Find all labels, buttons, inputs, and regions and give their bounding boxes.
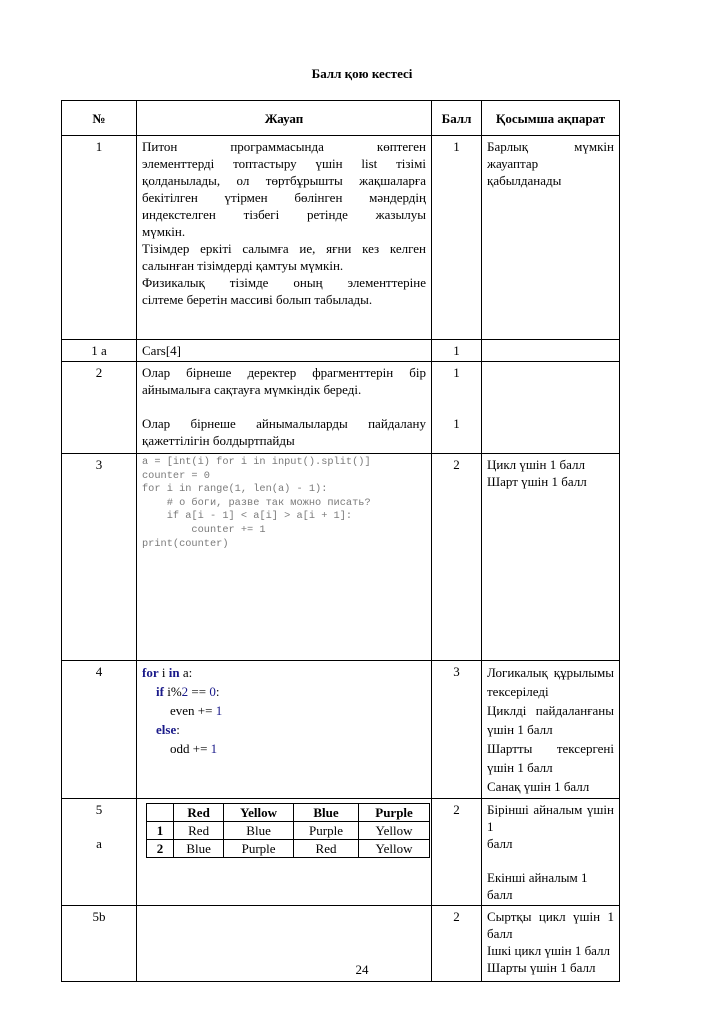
answer-line: Тізімдер еркіті салымға ие, яғни кез келген <box>142 241 426 256</box>
colors-row <box>147 840 430 858</box>
row-info <box>482 661 620 799</box>
score-value: 1 <box>453 365 460 380</box>
colors-cell: Red <box>293 840 358 858</box>
table-row <box>62 661 620 799</box>
table-row <box>62 340 620 362</box>
answer-line: Олар бірнеше айнымалыларды пайдалану <box>142 416 426 431</box>
score-value: 1 <box>453 416 460 431</box>
code-text: odd += <box>170 741 211 756</box>
table-header-row <box>62 101 620 136</box>
header-score: Балл <box>432 101 482 136</box>
page-number: 24 <box>355 962 369 977</box>
colors-header-cell: Yellow <box>224 804 294 822</box>
info-line: тексеріледі <box>487 684 549 699</box>
code-number: 0 <box>209 684 216 699</box>
row-number: 1 a <box>62 340 137 362</box>
colors-cell: Blue <box>174 840 224 858</box>
python-code <box>142 663 426 758</box>
header-answer: Жауап <box>137 101 432 136</box>
info-line: Циклді пайдаланғаны <box>487 703 614 718</box>
colors-row <box>147 822 430 840</box>
colors-corner-cell <box>147 804 174 822</box>
colors-cell: Yellow <box>359 840 430 858</box>
info-line: Барлық мүмкін <box>487 139 614 154</box>
colors-cell: Blue <box>224 822 294 840</box>
row-score: 1 <box>432 340 482 362</box>
spacer <box>437 381 476 398</box>
info-line: Бірінші айналым үшін 1 <box>487 802 614 834</box>
row-answer <box>137 799 432 906</box>
keyword-if: if <box>156 684 164 699</box>
row-score: 2 <box>432 906 482 982</box>
info-line: Цикл үшін 1 балл <box>487 457 585 472</box>
code-text: i <box>158 665 169 680</box>
answer-line: қажеттілігін болдыртпайды <box>142 433 295 448</box>
row-number: 4 <box>62 661 137 799</box>
colors-table <box>146 803 430 858</box>
answer-line: салынған тізімдерді қамтуы мүмкін. <box>142 258 344 273</box>
spacer <box>437 398 476 415</box>
info-line: Санақ үшін 1 балл <box>487 779 590 794</box>
row-number: 2 <box>62 362 137 454</box>
keyword-for: for <box>142 665 159 680</box>
table-row <box>62 799 620 906</box>
info-line: Логикалық құрылымы <box>487 665 614 680</box>
row-number-sub: a <box>96 836 102 851</box>
row-answer: Cars[4] <box>137 340 432 362</box>
row-answer <box>137 136 432 340</box>
answer-line: мүмкін. <box>142 224 186 239</box>
info-line: үшін 1 балл <box>487 722 553 737</box>
colors-cell: Purple <box>224 840 294 858</box>
code-number: 2 <box>181 684 189 699</box>
colors-header-row <box>147 804 430 822</box>
row-score: 1 <box>432 136 482 340</box>
info-line: Шарты үшін 1 балл <box>487 960 596 975</box>
table-row <box>62 136 620 340</box>
row-info <box>482 799 620 906</box>
header-info: Қосымша ақпарат <box>482 101 620 136</box>
row-info <box>482 340 620 362</box>
row-info <box>482 454 620 661</box>
row-info <box>482 136 620 340</box>
keyword-else: else <box>156 722 177 737</box>
colors-header-cell: Purple <box>359 804 430 822</box>
table-row <box>62 454 620 661</box>
keyword-in: in <box>168 665 180 680</box>
code-number: 1 <box>210 741 218 756</box>
row-number: 1 <box>62 136 137 340</box>
answer-line: бекітілген үтірмен бөлінген мәндердің <box>142 190 426 205</box>
row-info <box>482 362 620 454</box>
code-text: i% <box>163 684 182 699</box>
code-text: a: <box>179 665 193 680</box>
row-number: 3 <box>62 454 137 661</box>
answer-line: Питон программасында көптеген <box>142 139 426 154</box>
colors-cell: Purple <box>293 822 358 840</box>
colors-header-cell: Blue <box>293 804 358 822</box>
page-title: Балл қою кестесі <box>311 66 413 81</box>
colors-row-label: 2 <box>147 840 174 858</box>
code-text: == <box>188 684 210 699</box>
spacer <box>142 398 426 415</box>
info-line: Шартты тексергені <box>487 741 614 756</box>
row-score: 2 <box>432 454 482 661</box>
row-number-main: 5 <box>95 802 103 817</box>
answer-line: айнымалыға сақтауға мүмкіндік береді. <box>142 382 362 397</box>
colors-cell: Red <box>174 822 224 840</box>
info-line: үшін 1 балл <box>487 760 553 775</box>
code-block: a = [int(i) for i in input().split()] counter = 0 for i in range(1, len(a) - 1): # о боги, разве так можно писать? if a[i - 1] < a[i] > a[i + 1]: counter += 1 print(counter) <box>142 456 371 550</box>
colors-row-label: 1 <box>147 822 174 840</box>
row-score: 3 <box>432 661 482 799</box>
info-line: балл <box>487 836 513 851</box>
answer-line: индекстелген тізбегі ретінде жазылуы <box>142 207 426 222</box>
row-answer <box>137 362 432 454</box>
code-text: even += <box>170 703 216 718</box>
answer-line: сілтеме беретін массиві болып табылады. <box>142 292 373 307</box>
spacer <box>487 852 614 869</box>
colors-header-cell: Red <box>174 804 224 822</box>
row-answer <box>137 661 432 799</box>
code-text: : <box>176 722 180 737</box>
info-line: Сыртқы цикл үшін 1 <box>487 909 614 924</box>
colors-cell: Yellow <box>359 822 430 840</box>
code-text: : <box>215 684 220 699</box>
info-line: Шарт үшін 1 балл <box>487 474 587 489</box>
answer-line: элементтерді топтастыру үшін list тізімі <box>142 156 426 171</box>
info-line: Ішкі цикл үшін 1 балл <box>487 943 611 958</box>
row-answer <box>137 454 432 661</box>
row-number: 5b <box>62 906 137 982</box>
scoring-table <box>61 100 620 982</box>
answer-line: қолданылады, ол төртбұрышты жақшаларға <box>142 173 426 188</box>
spacer <box>67 818 131 835</box>
info-line: жауаптар қабылданады <box>487 156 562 188</box>
row-score <box>432 362 482 454</box>
row-number <box>62 799 137 906</box>
code-number: 1 <box>215 703 223 718</box>
info-line: Екінші айналым 1 балл <box>487 870 588 902</box>
row-score: 2 <box>432 799 482 906</box>
info-line: балл <box>487 926 513 941</box>
answer-line: Физикалық тізімде оның элементтеріне <box>142 275 426 290</box>
table-row <box>62 362 620 454</box>
answer-line: Олар бірнеше деректер фрагменттерін бір <box>142 365 426 380</box>
header-number: № <box>62 101 137 136</box>
